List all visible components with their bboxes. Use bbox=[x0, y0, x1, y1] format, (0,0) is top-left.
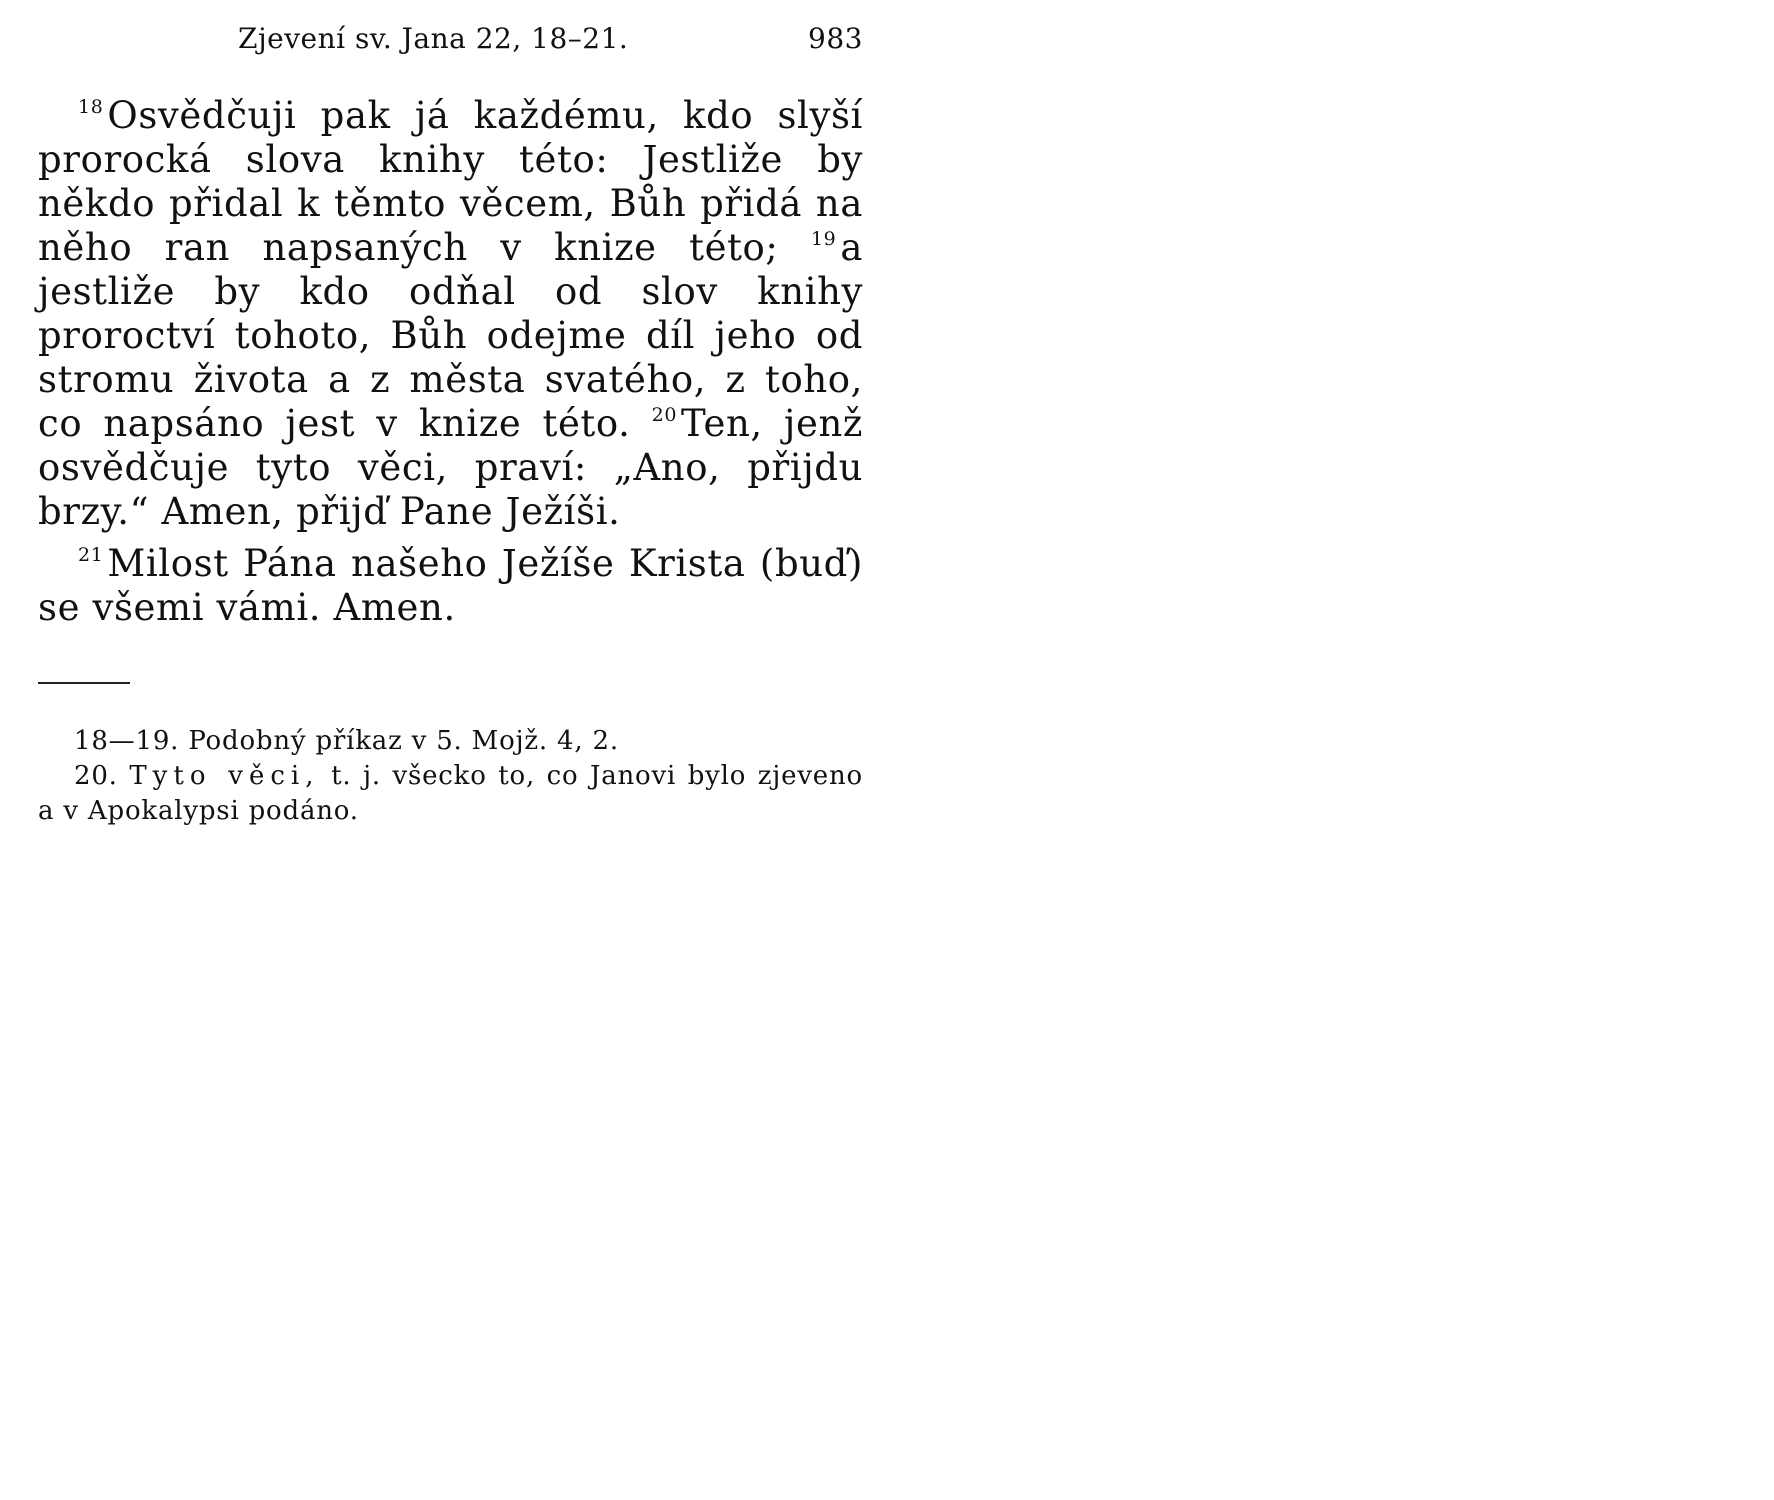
paragraph-verses-18-20 bbox=[38, 94, 863, 534]
footnote-text: Podobný příkaz v 5. Mojž. 4, 2. bbox=[188, 726, 619, 756]
footnotes bbox=[38, 724, 863, 829]
running-title: Zjevení sv. Jana 22, 18–21. bbox=[238, 22, 629, 55]
footnote-ref: 18—19. bbox=[74, 726, 180, 756]
footnote-emphasis: Tyto věci, bbox=[129, 761, 320, 791]
paragraph-verse-21 bbox=[38, 542, 863, 630]
footnote-18-19 bbox=[38, 724, 863, 759]
verse-21-text: Milost Pána našeho Ježíše Krista (buď) se všemi vámi. Amen. bbox=[38, 542, 863, 629]
footnote-ref: 20. bbox=[74, 761, 118, 791]
verse-18-text: Osvědčuji pak já každému, kdo slyší prorocká slova knihy této: Jestliže by někdo přidal k těmto věcem, Bůh přidá na něho ran napsaných v knize této; bbox=[38, 94, 863, 269]
page-number: 983 bbox=[808, 22, 863, 55]
footnote-20 bbox=[38, 759, 863, 829]
verse-number-20: 20 bbox=[651, 404, 678, 426]
verse-20-text: Ten, jenž osvědčuje tyto věci, praví: „Ano, přijdu brzy.“ Amen, přijď Pane Ježíši. bbox=[38, 402, 863, 533]
scripture-text bbox=[38, 94, 863, 630]
verse-number-19: 19 bbox=[810, 228, 837, 250]
footnote-divider bbox=[38, 682, 130, 684]
running-head bbox=[38, 18, 863, 58]
footnote-text: t. j. všecko to, co Janovi bylo zjeveno a v Apokalypsi podáno. bbox=[38, 761, 863, 826]
book-page bbox=[38, 18, 863, 829]
verse-19-text: a jestliže by kdo odňal od slov knihy proroctví tohoto, Bůh odejme díl jeho od stromu života a z města svatého, z toho, co napsáno jest v knize této. bbox=[38, 226, 863, 445]
verse-number-21: 21 bbox=[78, 544, 104, 566]
verse-number-18: 18 bbox=[78, 96, 104, 118]
